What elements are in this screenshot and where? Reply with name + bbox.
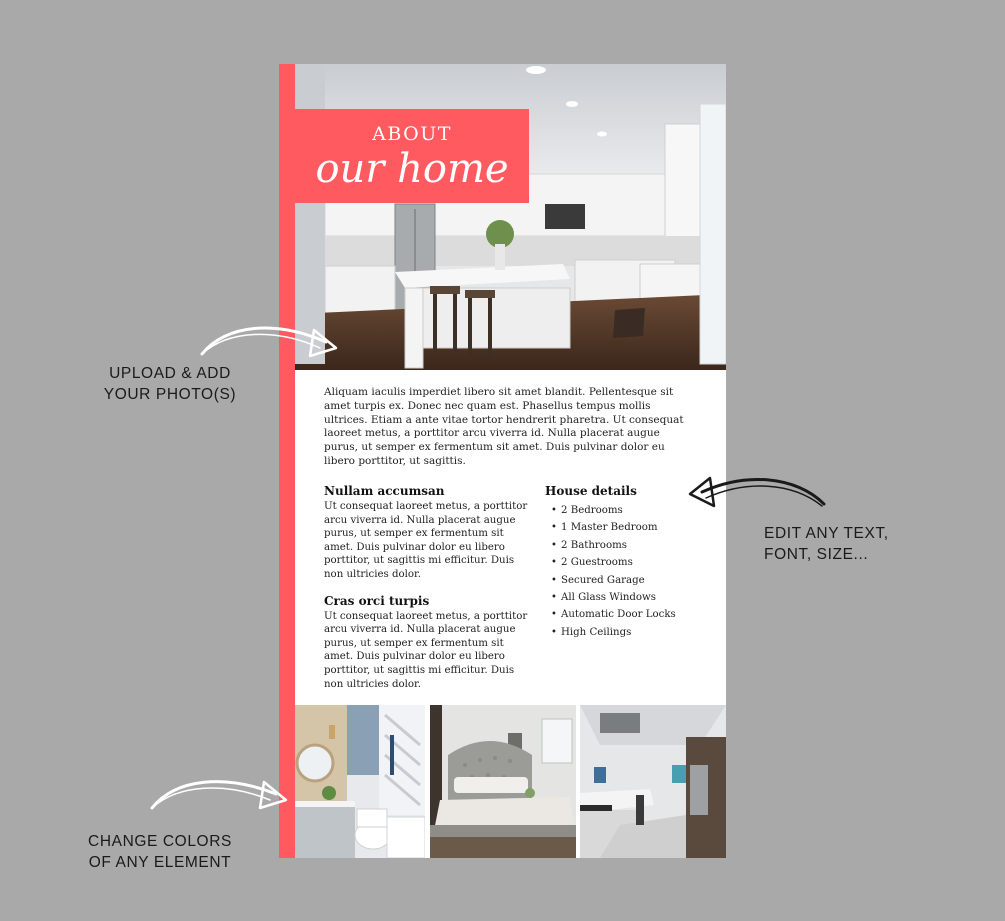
details-item[interactable]: • 2 Bathrooms	[551, 539, 627, 551]
bedroom-photo[interactable]	[430, 705, 576, 858]
details-item[interactable]: • Secured Garage	[551, 574, 645, 586]
details-item[interactable]: • 2 Bedrooms	[551, 505, 623, 516]
section2-body[interactable]: Ut consequat laoreet metus, a porttitor arcu viverra id. Nulla placerat augue purus, ut semper ex fermentum sit amet. Duis pulvinar dolor eu libero porttitor, ut sagittis mi efficitur. Duis non ultricies dolor.	[324, 610, 528, 690]
title-small: ABOUT	[372, 123, 452, 145]
flyer	[279, 64, 726, 858]
kitchen-hallway-photo[interactable]	[580, 705, 726, 858]
edit-arrow-icon	[686, 470, 826, 516]
section2-heading[interactable]: Cras orci turpis	[324, 593, 430, 608]
upload-arrow-icon	[196, 314, 346, 364]
title-big: our home	[315, 146, 509, 192]
upload-callout-line1: UPLOAD & ADD	[109, 365, 231, 382]
bathroom-photo[interactable]	[295, 705, 425, 858]
title-box[interactable]	[295, 109, 529, 203]
details-item[interactable]: • 2 Guestrooms	[551, 557, 633, 569]
details-list	[545, 502, 705, 641]
details-item[interactable]: • Automatic Door Locks	[551, 609, 676, 621]
left-column	[324, 484, 534, 691]
section1-body[interactable]: Ut consequat laoreet metus, a porttitor arcu viverra id. Nulla placerat augue purus, ut semper ex fermentum sit amet. Duis pulvinar dolor eu libero porttitor, ut sagittis mi efficitur. Duis non ultricies dolor.	[324, 501, 528, 580]
bathroom-illustration	[295, 705, 425, 858]
details-item[interactable]: • 1 Master Bedroom	[551, 522, 658, 534]
section1-heading[interactable]: Nullam accumsan	[324, 484, 445, 498]
bedroom-illustration	[430, 705, 576, 858]
edit-callout-line2: FONT, SIZE...	[764, 546, 869, 563]
intro-paragraph[interactable]: Aliquam iaculis imperdiet libero sit amet blandit. Pellentesque sit amet turpis ex. Donec nec quam est. Phasellus tempus mollis ultrices. Etiam a ante vitae tortor hendrerit pharetra. Ut consequat laoreet metus, a porttitor arcu viverra id. Nulla placerat augue purus, ut semper ex fermentum sit amet. Duis pulvinar dolor eu libero porttitor, ut sagittis.	[324, 386, 684, 467]
accent-bar[interactable]	[279, 64, 295, 858]
hallway-kitchen-illustration	[580, 705, 726, 858]
details-item[interactable]: • High Ceilings	[551, 626, 632, 638]
colors-callout-line1: CHANGE COLORS	[88, 833, 232, 850]
colors-arrow-icon	[146, 770, 296, 816]
colors-callout	[80, 831, 240, 873]
edit-callout	[764, 523, 924, 565]
edit-callout-line1: EDIT ANY TEXT,	[764, 525, 889, 542]
colors-callout-line2: OF ANY ELEMENT	[88, 854, 232, 871]
upload-callout-line2: YOUR PHOTO(S)	[103, 386, 237, 403]
details-heading[interactable]: House details	[545, 484, 637, 498]
house-details	[545, 484, 705, 641]
upload-callout	[100, 363, 240, 405]
details-item[interactable]: • All Glass Windows	[551, 592, 656, 604]
